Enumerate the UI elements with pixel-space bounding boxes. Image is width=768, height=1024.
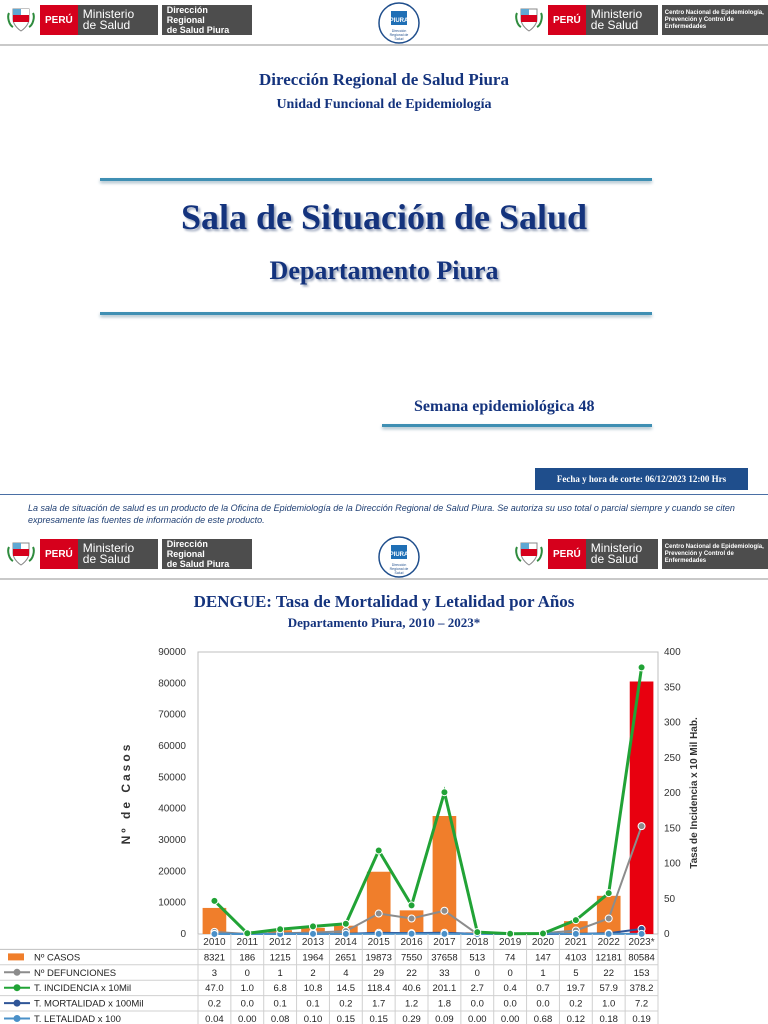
table-cell: 29 (373, 967, 385, 979)
cdc-label (662, 539, 768, 569)
minsa-logo-left (6, 537, 252, 571)
table-cell: 0.18 (599, 1014, 618, 1024)
table-cell: 0.7 (536, 983, 550, 995)
peru-label: PERÚ (548, 5, 586, 35)
table-cell: 4 (343, 967, 349, 979)
table-cell: 0 (507, 967, 513, 979)
table-cell: 57.9 (599, 983, 618, 995)
line-incidencia-point (310, 923, 317, 930)
x-tick-label: 2010 (203, 937, 226, 948)
y-tick-label: 60000 (158, 741, 186, 752)
x-tick-label: 2017 (433, 937, 456, 948)
table-cell: 0.1 (273, 998, 287, 1010)
peru-coat-of-arms-icon (514, 539, 544, 569)
header-bar (0, 534, 768, 580)
cdc-line2: Prevención y Control de (664, 16, 734, 23)
cdc-label (662, 5, 768, 35)
page-subtitle: Departamento Piura (269, 256, 499, 285)
table-cell: 22 (603, 967, 615, 979)
chart-subtitle: Departamento Piura, 2010 – 2023* (287, 615, 481, 630)
table-cell: 14.5 (336, 983, 356, 995)
legend-label: Nº DEFUNCIONES (34, 967, 117, 979)
table-cell: 186 (239, 952, 256, 964)
direccion-line2: de Salud Piura (166, 25, 230, 35)
y2-tick-label: 200 (664, 788, 681, 799)
line-incidencia-point (211, 897, 218, 904)
ministerio-label (78, 539, 158, 569)
line-incidencia-point (638, 664, 645, 671)
line-incidencia-point (244, 930, 251, 937)
y-tick-label: 50000 (158, 772, 186, 784)
table-cell: 118.4 (367, 983, 391, 995)
disclaimer-text: La sala de situación de salud es un producto de la Oficina de Epidemiología de la Dirección Regional de Salud Piura. Se autoriza su uso total o parcial siempre y cuando se citen expresamente las fuentes de información de este producto. (28, 503, 735, 525)
direccion-line1: Dirección Regional (166, 539, 208, 559)
table-cell: 74 (504, 952, 516, 964)
ministerio-line2: de Salud (590, 552, 639, 566)
line-incidencia-point (572, 917, 579, 924)
table-cell: 5 (573, 967, 579, 979)
table-cell: 1964 (302, 952, 324, 964)
line-incidencia-point (605, 890, 612, 897)
direccion-label (162, 539, 252, 569)
x-tick-label: 2013 (301, 937, 325, 948)
table-cell: 37658 (431, 952, 458, 964)
ministerio-line1: Ministerio (82, 7, 135, 21)
line-incidencia-point (408, 902, 415, 909)
legend-key-marker (14, 984, 21, 991)
table-cell: 6.8 (273, 983, 287, 995)
table-cell: 0.4 (503, 983, 517, 995)
peru-coat-of-arms-icon (6, 5, 36, 35)
legend-key-marker (14, 969, 21, 976)
direccion-line1: Dirección Regional (166, 5, 208, 25)
divider-week (382, 424, 652, 427)
table-cell: 0.04 (205, 1014, 224, 1024)
y-tick-label: 80000 (158, 678, 186, 690)
line-defunciones-point (375, 910, 382, 917)
table-cell: 0.0 (503, 998, 517, 1010)
svg-text:PIURA: PIURA (389, 552, 409, 558)
table-cell: 1.7 (372, 998, 386, 1010)
line-incidencia-point (277, 926, 284, 933)
table-cell: 0.12 (566, 1014, 586, 1024)
table-cell: 0.09 (435, 1014, 454, 1024)
table-cell: 0.0 (536, 998, 550, 1010)
svg-text:Dirección: Dirección (391, 29, 407, 33)
legend-label: T. LETALIDAD x 100 (34, 1014, 121, 1024)
y-axis-label: Nº de Casos (119, 741, 133, 845)
table-cell: 19873 (365, 952, 392, 964)
table-cell: 0.00 (500, 1014, 520, 1024)
table-cell: 1.0 (240, 983, 254, 995)
table-cell: 0.15 (336, 1014, 356, 1024)
table-cell: 19.7 (566, 983, 586, 995)
svg-text:Regional de: Regional de (389, 567, 409, 571)
peru-label: PERÚ (40, 539, 78, 569)
table-cell: 0.00 (468, 1014, 487, 1024)
svg-text:Salud: Salud (394, 37, 404, 41)
bar-casos (367, 872, 391, 934)
table-cell: 0.10 (303, 1014, 323, 1024)
table-cell: 201.1 (432, 983, 457, 995)
table-cell: 2.7 (470, 983, 484, 995)
org-subtitle: Unidad Funcional de Epidemiología (276, 97, 492, 112)
y-tick-label: 40000 (158, 803, 186, 815)
x-tick-label: 2012 (269, 937, 292, 948)
legend-key-marker (14, 1015, 21, 1022)
line-incidencia-point (375, 847, 382, 854)
diresa-logo-icon (378, 2, 420, 44)
x-tick-label: 2014 (334, 937, 357, 948)
cdc-line3: Enfermedades (664, 557, 707, 564)
ministerio-label (586, 5, 658, 35)
table-cell: 3 (211, 967, 218, 979)
table-cell: 47.0 (205, 983, 224, 995)
x-tick-label: 2021 (564, 937, 587, 948)
svg-text:Salud: Salud (394, 571, 404, 575)
table-cell: 0.08 (270, 1014, 290, 1024)
peru-coat-of-arms-icon (6, 539, 36, 569)
table-cell: 2651 (335, 952, 357, 964)
y-tick-label: 0 (180, 929, 186, 940)
y-tick-label: 90000 (158, 647, 186, 658)
ministerio-line2: de Salud (82, 552, 131, 566)
cdc-line1: Centro Nacional de Epidemiología, (664, 9, 764, 16)
table-cell: 147 (535, 952, 551, 964)
ministerio-line2: de Salud (590, 18, 639, 32)
table-cell: 1.2 (404, 998, 419, 1010)
peru-coat-of-arms-icon (514, 5, 544, 35)
legend-label: T. MORTALIDAD x 100Mil (34, 998, 144, 1010)
table-cell: 1 (277, 967, 283, 979)
minsa-cdc-logo-right (514, 537, 768, 571)
minsa-logo-left (6, 3, 252, 37)
x-tick-label: 2015 (367, 937, 390, 948)
table-cell: 1 (540, 967, 546, 979)
table-cell: 0.1 (306, 998, 320, 1010)
table-cell: 0.68 (533, 1014, 553, 1024)
table-cell: 1215 (269, 952, 291, 964)
table-cell: 0.2 (207, 998, 222, 1010)
direccion-line2: de Salud Piura (166, 559, 230, 569)
table-cell: 8321 (203, 952, 225, 964)
plot-area (198, 652, 658, 934)
y-tick-label: 30000 (158, 835, 186, 846)
table-cell: 12181 (595, 952, 622, 964)
y2-axis-label: Tasa de Incidencia x 10 Mil Hab. (689, 717, 700, 869)
table-cell: 1.8 (437, 998, 452, 1010)
table-cell: 0.19 (632, 1014, 651, 1024)
cutoff-date-banner: Fecha y hora de corte: 06/12/2023 12:00 Hrs (535, 468, 748, 490)
y2-tick-label: 400 (664, 647, 681, 658)
table-cell: 2 (310, 967, 316, 979)
cdc-line2: Prevención y Control de (664, 550, 734, 557)
y2-tick-label: 50 (664, 893, 676, 905)
ministerio-label (586, 539, 658, 569)
table-cell: 0.2 (569, 998, 583, 1010)
x-tick-label: 2011 (236, 937, 259, 948)
line-defunciones-point (408, 915, 415, 922)
org-title: Dirección Regional de Salud Piura (259, 70, 509, 89)
dengue-chart (0, 640, 768, 1024)
table-cell: 0.0 (470, 998, 484, 1010)
table-cell: 0.0 (240, 998, 254, 1010)
table-cell: 4103 (565, 952, 587, 964)
y2-tick-label: 300 (664, 717, 681, 729)
table-cell: 1.0 (602, 998, 616, 1010)
line-defunciones-point (441, 907, 448, 914)
peru-label: PERÚ (40, 5, 78, 35)
line-defunciones-point (605, 915, 612, 922)
table-cell: 0.2 (339, 998, 353, 1010)
ministerio-line1: Ministerio (590, 541, 643, 555)
svg-text:Dirección: Dirección (391, 563, 407, 567)
table-cell: 0 (474, 967, 480, 979)
diresa-logo-icon (378, 536, 420, 578)
table-cell: 7550 (401, 952, 423, 964)
table-cell: 378.2 (629, 983, 654, 995)
line-incidencia-point (342, 920, 349, 927)
table-cell: 22 (406, 967, 417, 979)
ministerio-label (78, 5, 158, 35)
minsa-cdc-logo-right (514, 3, 768, 37)
ministerio-line2: de Salud (82, 18, 131, 32)
table-cell: 0.29 (402, 1014, 421, 1024)
table-cell: 0 (244, 967, 250, 979)
legend-key-marker (14, 1000, 21, 1007)
x-tick-label: 2020 (531, 937, 555, 948)
direccion-label (162, 5, 252, 35)
x-tick-label: 2023* (628, 937, 655, 948)
line-incidencia-point (441, 789, 448, 796)
x-tick-label: 2019 (499, 937, 522, 948)
table-cell: 80584 (628, 952, 655, 964)
chart-title: DENGUE: Tasa de Mortalidad y Letalidad por Años (193, 592, 575, 611)
x-tick-label: 2018 (466, 937, 489, 948)
epi-week: Semana epidemiológica 48 (414, 398, 595, 415)
table-cell: 0.15 (369, 1014, 388, 1024)
x-tick-label: 2022 (597, 937, 620, 948)
y2-tick-label: 250 (664, 752, 681, 764)
page-title: Sala de Situación de Salud (180, 197, 588, 237)
ministerio-line1: Ministerio (82, 541, 135, 555)
separator-line (0, 494, 768, 495)
divider-top (100, 178, 652, 181)
svg-text:PIURA: PIURA (389, 18, 409, 24)
table-cell: 513 (469, 952, 486, 964)
cdc-line3: Enfermedades (664, 23, 707, 30)
line-incidencia-point (474, 929, 481, 936)
table-cell: 153 (633, 967, 650, 979)
y2-tick-label: 150 (664, 823, 681, 835)
table-cell: 10.8 (303, 983, 323, 995)
legend-key-casos (8, 953, 24, 960)
y2-tick-label: 0 (664, 929, 670, 940)
header-bar (0, 0, 768, 46)
cdc-line1: Centro Nacional de Epidemiología, (664, 543, 764, 550)
table-cell: 33 (439, 967, 450, 979)
y-tick-label: 20000 (158, 866, 186, 878)
peru-label: PERÚ (548, 539, 586, 569)
y-tick-label: 70000 (158, 709, 186, 721)
line-incidencia-point (540, 930, 547, 937)
y2-tick-label: 100 (664, 858, 681, 870)
legend-label: Nº CASOS (34, 952, 81, 964)
table-cell: 40.6 (402, 983, 421, 995)
y-tick-label: 10000 (158, 897, 186, 909)
table-cell: 7.2 (634, 998, 649, 1010)
ministerio-line1: Ministerio (590, 7, 643, 21)
y2-tick-label: 350 (664, 682, 681, 694)
table-cell: 0.00 (238, 1014, 257, 1024)
svg-text:Regional de: Regional de (389, 33, 409, 37)
x-tick-label: 2016 (400, 937, 423, 948)
legend-label: T. INCIDENCIA x 10Mil (34, 983, 132, 995)
line-defunciones-point (638, 823, 645, 830)
divider-bottom (100, 312, 652, 315)
